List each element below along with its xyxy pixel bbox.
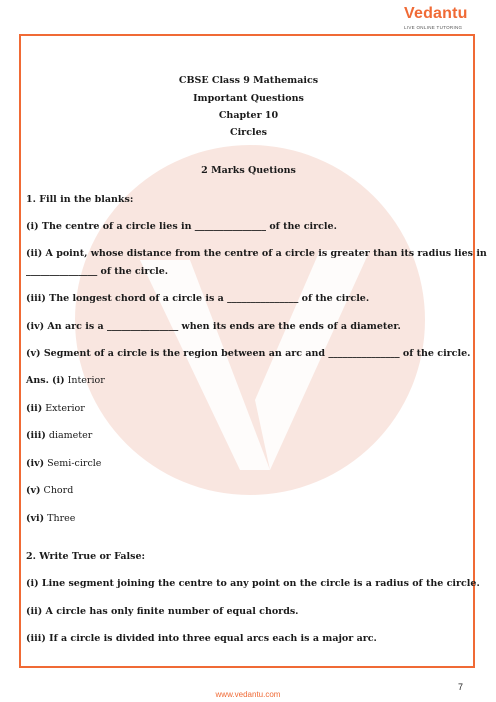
q1-item: (ii) A point, whose distance from the centre of a circle is greater than its radius lies in (26, 248, 487, 259)
answer-row (26, 458, 471, 469)
q1-item: (iii) The longest chord of a circle is a _______________ of the circle. (26, 293, 370, 304)
answer-number: (iv) (26, 458, 45, 469)
page-number: 7 (458, 682, 464, 692)
answer-row (26, 430, 471, 441)
q1-item: (i) The centre of a circle lies in _______________ of the circle. (26, 221, 337, 232)
answer-number: (v) (26, 485, 41, 496)
q1-title: 1. Fill in the blanks: (26, 194, 134, 205)
q1-item: (v) Segment of a circle is the region between an arc and _______________ of the circle. (26, 348, 471, 359)
q2-item: (iii) If a circle is divided into three equal arcs each is a major arc. (26, 633, 377, 644)
q1-item: _______________ of the circle. (26, 266, 169, 277)
section-title: 2 Marks Quetions (201, 165, 296, 176)
answer-label: Ans. (26, 375, 49, 386)
doc-title-line2: Important Questions (193, 93, 304, 104)
answer-row (26, 513, 471, 524)
answer-text: diameter (48, 430, 93, 441)
logo-tagline: LIVE ONLINE TUTORING (404, 25, 463, 30)
answer-text: Semi-circle (47, 458, 102, 469)
vedantu-logo (404, 5, 484, 35)
answer-text: Exterior (45, 403, 85, 414)
q1-item: (iv) An arc is a _______________ when its ends are the ends of a diameter. (26, 321, 401, 332)
answer-text: Chord (43, 485, 74, 496)
doc-title-chapter: Chapter 10 (218, 110, 279, 121)
doc-title-line1: CBSE Class 9 Mathemaics (178, 75, 319, 86)
answer-text: Three (47, 513, 76, 524)
answer-row (26, 485, 471, 496)
q2-title: 2. Write True or False: (26, 551, 146, 562)
doc-title-topic: Circles (230, 127, 267, 138)
answer-number: (vi) (26, 513, 45, 524)
footer-link[interactable]: www.vedantu.com (215, 690, 281, 699)
answer-text: Interior (67, 375, 105, 386)
answer-number: (ii) (26, 403, 43, 414)
answer-number: (i) (51, 375, 65, 386)
answer-row (26, 375, 471, 386)
q2-item: (i) Line segment joining the centre to any point on the circle is a radius of the circle. (26, 578, 480, 589)
q2-item: (ii) A circle has only finite number of equal chords. (26, 606, 299, 617)
answer-row (26, 403, 471, 414)
answer-number: (iii) (26, 430, 46, 441)
logo-wordmark: Vedantu (404, 5, 468, 22)
